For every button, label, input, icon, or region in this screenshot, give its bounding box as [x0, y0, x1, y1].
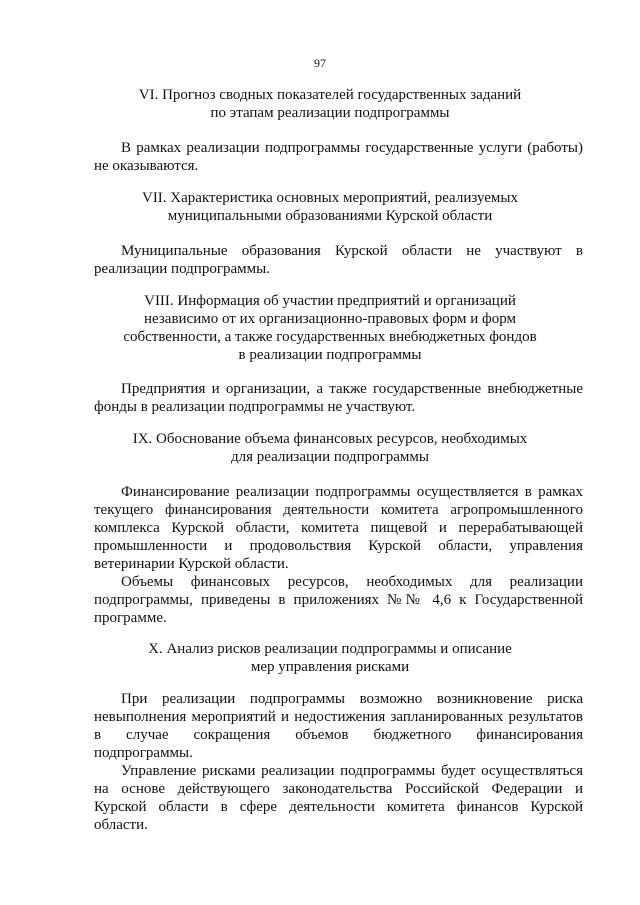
section-heading-viii [70, 292, 590, 364]
paragraph [94, 483, 583, 573]
heading-line: VIII. Информация об участии предприятий и организаций [144, 293, 516, 309]
heading-line: мер управления рисками [250, 659, 410, 675]
section-heading-vi [70, 86, 590, 122]
paragraph-line: Финансирование реализации подпрограммы осуществляется в рамках [121, 484, 583, 500]
heading-line: по этапам реализации подпрограммы [210, 105, 450, 121]
heading-line: IX. Обоснование объема финансовых ресурсов, необходимых [132, 431, 528, 447]
paragraph-line: текущего финансирования деятельности комитета агропромышленного [94, 502, 583, 518]
paragraph [94, 139, 583, 175]
page-number: 97 [314, 56, 326, 70]
paragraph-line: При реализации подпрограммы возможно возникновение риска [121, 691, 583, 707]
paragraph [94, 762, 583, 834]
paragraph-line: Предприятия и организации, а также государственные внебюджетные [121, 381, 583, 397]
paragraph-line: программе. [94, 610, 167, 626]
heading-line: независимо от их организационно-правовых форм и форм [144, 311, 516, 327]
paragraph-line: невыполнения мероприятий и недостижения запланированных результатов [94, 709, 583, 725]
paragraph-line: Объемы финансовых ресурсов, необходимых для реализации [121, 574, 583, 590]
paragraph-line: на основе действующего законодательства Российской Федерации и [94, 781, 583, 797]
paragraph-line: комплекса Курской области, комитета пищевой и перерабатывающей [94, 520, 583, 536]
paragraph [94, 380, 583, 416]
paragraph-line: В рамках реализации подпрограммы государственные услуги (работы) [121, 140, 583, 156]
paragraph-line: ветеринарии Курской области. [94, 556, 289, 572]
paragraph-line: реализации подпрограммы. [94, 261, 270, 277]
paragraph-line: фонды в реализации подпрограммы не участвуют. [94, 399, 416, 415]
heading-line: собственности, а также государственных внебюджетных фондов [123, 329, 537, 345]
heading-line: для реализации подпрограммы [231, 449, 429, 465]
paragraph-line: промышленности и продовольствия Курской области, управления [94, 538, 583, 554]
heading-line: муниципальными образованиями Курской области [167, 208, 493, 224]
section-heading-ix [70, 430, 590, 466]
paragraph-line: в случае сокращения объемов бюджетного финансирования [94, 727, 583, 743]
heading-line: в реализации подпрограммы [238, 347, 422, 363]
paragraph-line: Муниципальные образования Курской области не участвуют в [121, 243, 583, 259]
section-heading-x [70, 640, 590, 676]
heading-line: VI. Прогноз сводных показателей государственных заданий [138, 87, 522, 103]
paragraph-line: Курской области в сфере деятельности комитета финансов Курской [94, 799, 583, 815]
paragraph [94, 690, 583, 762]
heading-line: VII. Характеристика основных мероприятий, реализуемых [141, 190, 518, 206]
paragraph-line: подпрограммы. [94, 745, 193, 761]
section-heading-vii [70, 189, 590, 225]
paragraph [94, 573, 583, 627]
paragraph-line: Управление рисками реализации подпрограммы будет осуществляться [121, 763, 583, 779]
paragraph [94, 242, 583, 278]
heading-line: X. Анализ рисков реализации подпрограммы и описание [148, 641, 512, 657]
paragraph-line: не оказываются. [94, 158, 199, 174]
paragraph-line: области. [94, 817, 148, 833]
paragraph-line: подпрограммы, приведены в приложениях №№ 4,6 к Государственной [94, 592, 583, 608]
